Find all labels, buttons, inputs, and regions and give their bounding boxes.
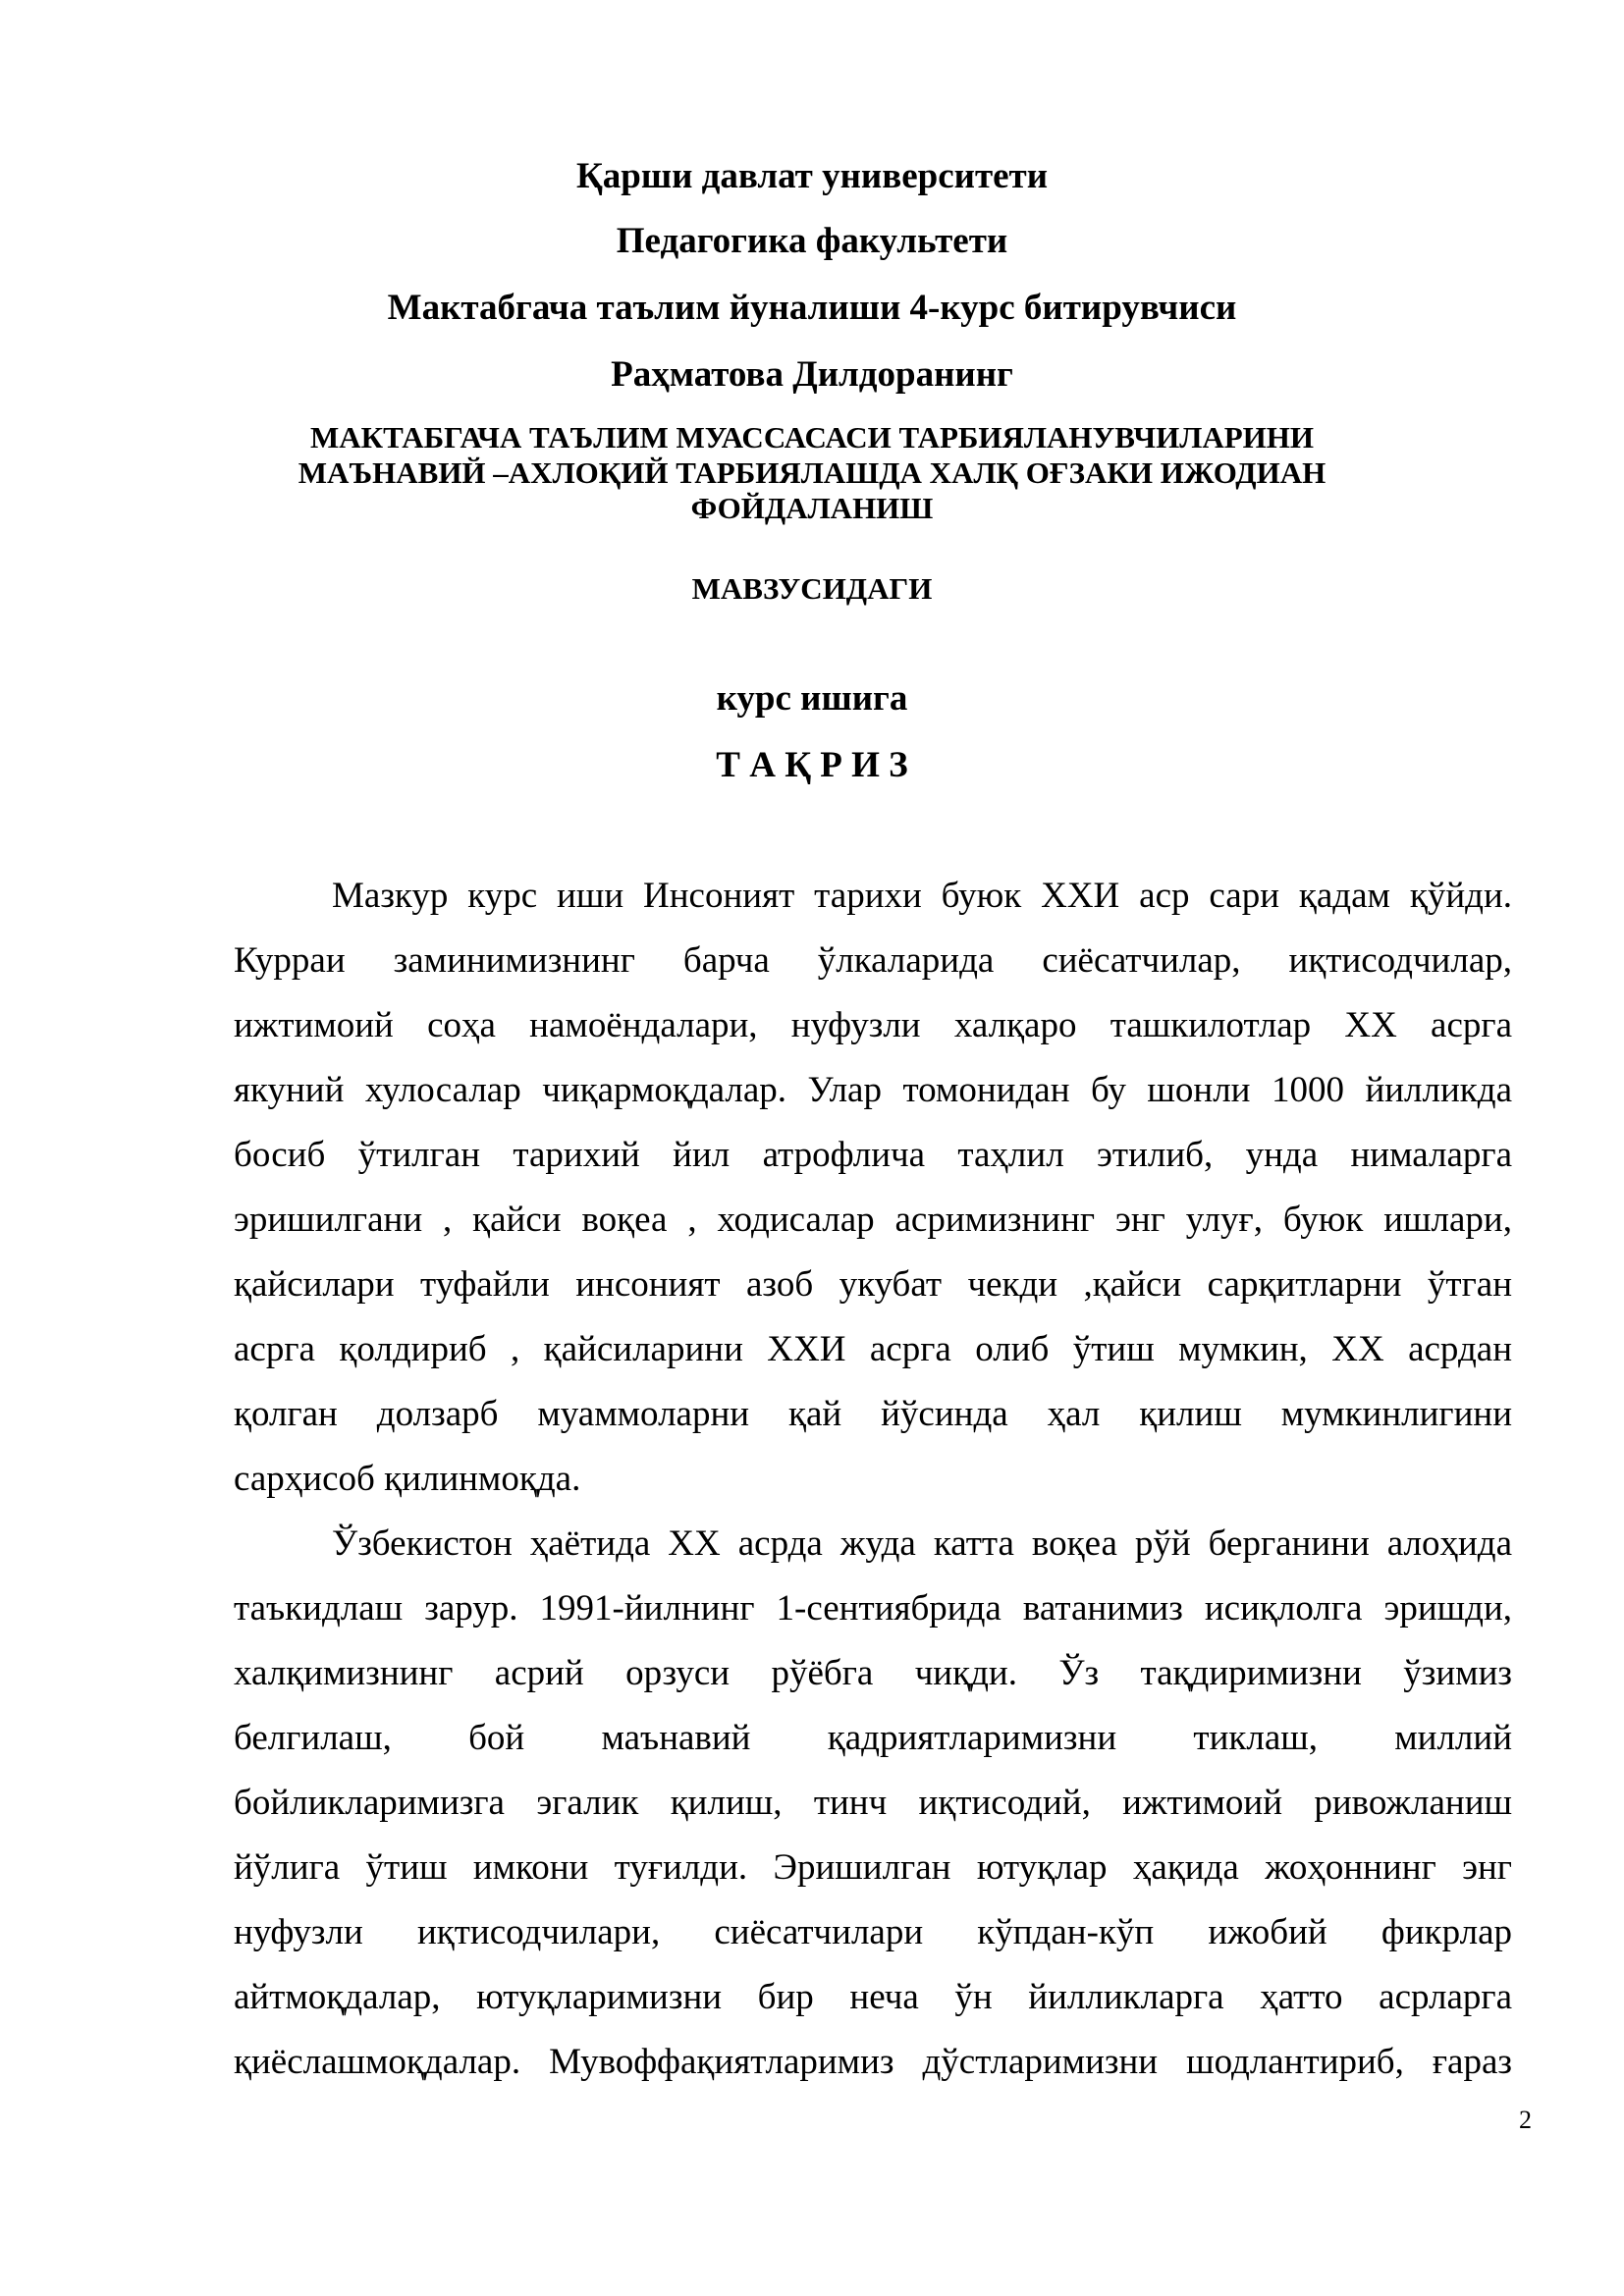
text-line: Курраи заминимизнинг барча ўлкаларида сиёсатчилар, иқтисодчилар, [234,940,1512,981]
student-name: Раҳматова Дилдоранинг [611,354,1013,395]
faculty-name: Педагогика факультети [616,221,1008,261]
text-line: сарҳисоб қилинмоқда. [234,1459,581,1499]
page-number: 2 [1519,2106,1532,2134]
university-name: Қарши давлат университети [575,156,1049,196]
text-line: қайсилари туфайли инсоният азоб укубат чекди ,қайси сарқитларни ўтган [234,1264,1512,1305]
topic-line: ФОЙДАЛАНИШ [690,491,934,525]
text-line: айтмоқдалар, ютуқларимизни бир неча ўн йилликларга ҳатто асрларга [234,1977,1512,2017]
text-line: Мазкур курс иши Инсоният тарихи буюк XXИ аср сари қадам қўйди. [332,876,1512,916]
text-line: қолган долзарб муаммоларни қай йўсинда ҳал қилиш мумкинлигини [234,1394,1512,1434]
text-line: якуний хулосалар чиқармоқдалар. Улар томонидан бу шонли 1000 йилликда [234,1070,1512,1110]
text-line: эришилгани , қайси воқеа , ходисалар асримизнинг энг улуғ, буюк ишлари, [234,1200,1512,1240]
subtitle: курс ишига [716,678,908,719]
text-line: халқимизнинг асрий орзуси рўёбга чиқди. Ўз тақдиримизни ўзимиз [234,1653,1512,1693]
text-line: таъкидлаш зарур. 1991-йилнинг 1-сентиябрида ватанимиз исиқлолга эришди, [234,1588,1512,1629]
text-line: йўлига ўтиш имкони туғилди. Эришилган ютуқлар ҳақида жоҳоннинг энг [234,1847,1512,1888]
text-line: нуфузли иқтисодчилари, сиёсатчилари кўпдан-кўп ижобий фикрлар [234,1912,1512,1952]
student-line: Мактабгача таълим йуналиши 4-курс битирувчиси [387,288,1237,328]
topic-line: МАЪНАВИЙ –АХЛОҚИЙ ТАРБИЯЛАШДА ХАЛҚ ОҒЗАКИ ИЖОДИАН [298,455,1326,490]
text-line: босиб ўтилган тарихий йил атрофлича таҳлил этилиб, унда нималарга [234,1135,1512,1175]
document-title: Т А Қ Р И З [716,745,908,785]
text-line: Ўзбекистон ҳаётида XX асрда жуда катта воқеа рўй берганини алоҳида [332,1523,1512,1564]
text-line: бойликларимизга эгалик қилиш, тинч иқтисодий, ижтимоий ривожланиш [234,1783,1512,1823]
text-line: асрга қолдириб , қайсиларини XXИ асрга олиб ўтиш мумкин, XX асрдан [234,1329,1512,1369]
text-line: қиёслашмоқдалар. Мувоффақиятларимиз дўстларимизни шодлантириб, ғараз [234,2042,1512,2082]
topic-line: МАКТАБГАЧА ТАЪЛИМ МУАССАСАСИ ТАРБИЯЛАНУВЧИЛАРИНИ [309,420,1315,454]
text-line: белгилаш, бой маънавий қадриятларимизни тиклаш, миллий [234,1718,1512,1758]
text-line: ижтимоий соҳа намоёндалари, нуфузли халқаро ташкилотлар XX асрга [234,1005,1512,1045]
topic-suffix: МАВЗУСИДАГИ [691,571,933,606]
